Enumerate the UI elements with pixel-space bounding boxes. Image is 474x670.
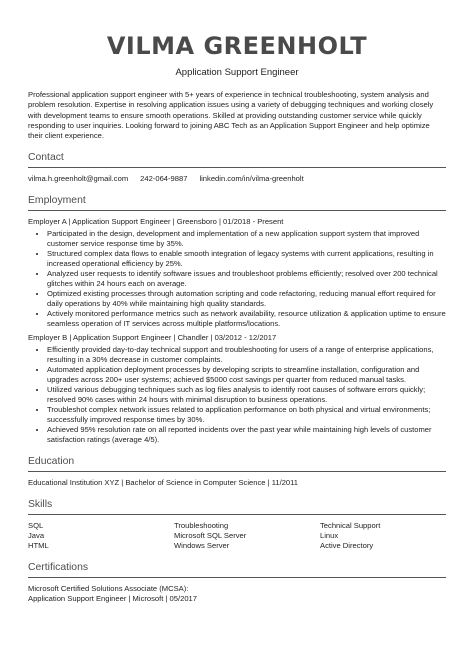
skill-item: Active Directory	[320, 541, 374, 551]
section-divider	[28, 577, 446, 578]
job-bullet: • Automated application deployment processes by developing scripts to streamline installation, configuration and upgrades across 200+ user systems; achieved $5000 cost savings per quarter from reduced manual tasks.	[47, 365, 446, 385]
skill-item: SQL	[28, 521, 44, 531]
job-bullet: • Efficiently provided day-to-day technical support and troubleshooting for users of a range of enterprise applications, resulting in a 30% decrease in customer complaints.	[47, 345, 446, 365]
skill-item: Windows Server	[174, 541, 230, 551]
candidate-name: VILMA GREENHOLT	[106, 32, 368, 60]
skills-heading: Skills	[28, 499, 53, 511]
email-link[interactable]: vilma.h.greenholt@gmail.com	[28, 174, 129, 184]
job-bullets	[28, 345, 446, 445]
job-header: Employer B | Application Support Engineer | Chandler | 03/2012 - 12/2017	[28, 333, 277, 343]
job-bullet: • Achieved 95% resolution rate on all reported incidents over the past year while maintaining high levels of customer satisfaction ratings (average 4/5).	[47, 425, 446, 445]
job-bullets	[28, 229, 446, 329]
job-bullet: • Analyzed user requests to identify software issues and troubleshoot problems efficiently; resolved over 200 technical glitches within 24 hours each on average.	[47, 269, 446, 289]
education-heading: Education	[28, 456, 75, 468]
section-divider	[28, 210, 446, 211]
job-bullet: • Optimized existing processes through automation scripting and code refactoring, reducing manual effort required for daily operations by 40% while maintaining high quality standards.	[47, 289, 446, 309]
skill-item: HTML	[28, 541, 49, 551]
contact-row	[28, 174, 446, 184]
job-title: Application Support Engineer	[175, 67, 299, 78]
certification-line: Application Support Engineer | Microsoft | 05/2017	[28, 594, 197, 604]
job-bullet: • Utilized various debugging techniques such as log files analysis to identify root causes of software errors quickly; resolved 90% cases within 24 hours with minimal disruption to business operations.	[47, 385, 446, 405]
job-bullet: • Troubleshot complex network issues related to application performance on both physical and virtual environments; successfully improved response times by 30%.	[47, 405, 446, 425]
job-bullet: • Actively monitored performance metrics such as network availability, resource utilization & application uptime to ensure seamless operation of IT services across multiple platforms/locations.	[47, 309, 446, 329]
skill-item: Microsoft SQL Server	[174, 531, 247, 541]
job-bullet: • Participated in the design, development and implementation of a new application support system that improved customer service response time by 35%.	[47, 229, 446, 249]
contact-heading: Contact	[28, 152, 64, 164]
skill-item: Java	[28, 531, 45, 541]
job-header: Employer A | Application Support Engineer | Greensboro | 01/2018 - Present	[28, 217, 284, 227]
skill-item: Linux	[320, 531, 339, 541]
employment-heading: Employment	[28, 195, 86, 207]
phone-number: 242-064-9887	[140, 174, 188, 184]
linkedin-link[interactable]: linkedin.com/in/vilma-greenholt	[199, 174, 304, 184]
section-divider	[28, 514, 446, 515]
skill-item: Technical Support	[320, 521, 381, 531]
education-entry: Educational Institution XYZ | Bachelor of Science in Computer Science | 11/2011	[28, 478, 299, 488]
certification-line: Microsoft Certified Solutions Associate (MCSA):	[28, 584, 189, 594]
job-bullet: • Structured complex data flows to enable smooth integration of legacy systems with current applications, resulting in increased operational efficiency by 25%.	[47, 249, 446, 269]
summary-paragraph: Professional application support engineer with 5+ years of experience in technical troubleshooting, system analysis and problem resolution. Expertise in resolving application issues using a variety of debugging techniques and working closely with development teams to ensure smooth operations. Skilled at providing outstanding customer service while quickly responding to user inquiries. Looking forward to joining ABC Tech as an Application Support Engineer and help optimize their client experience.	[28, 90, 434, 141]
section-divider	[28, 471, 446, 472]
skills-grid	[28, 521, 446, 551]
certifications-heading: Certifications	[28, 562, 89, 574]
skill-item: Troubleshooting	[174, 521, 229, 531]
section-divider	[28, 167, 446, 168]
